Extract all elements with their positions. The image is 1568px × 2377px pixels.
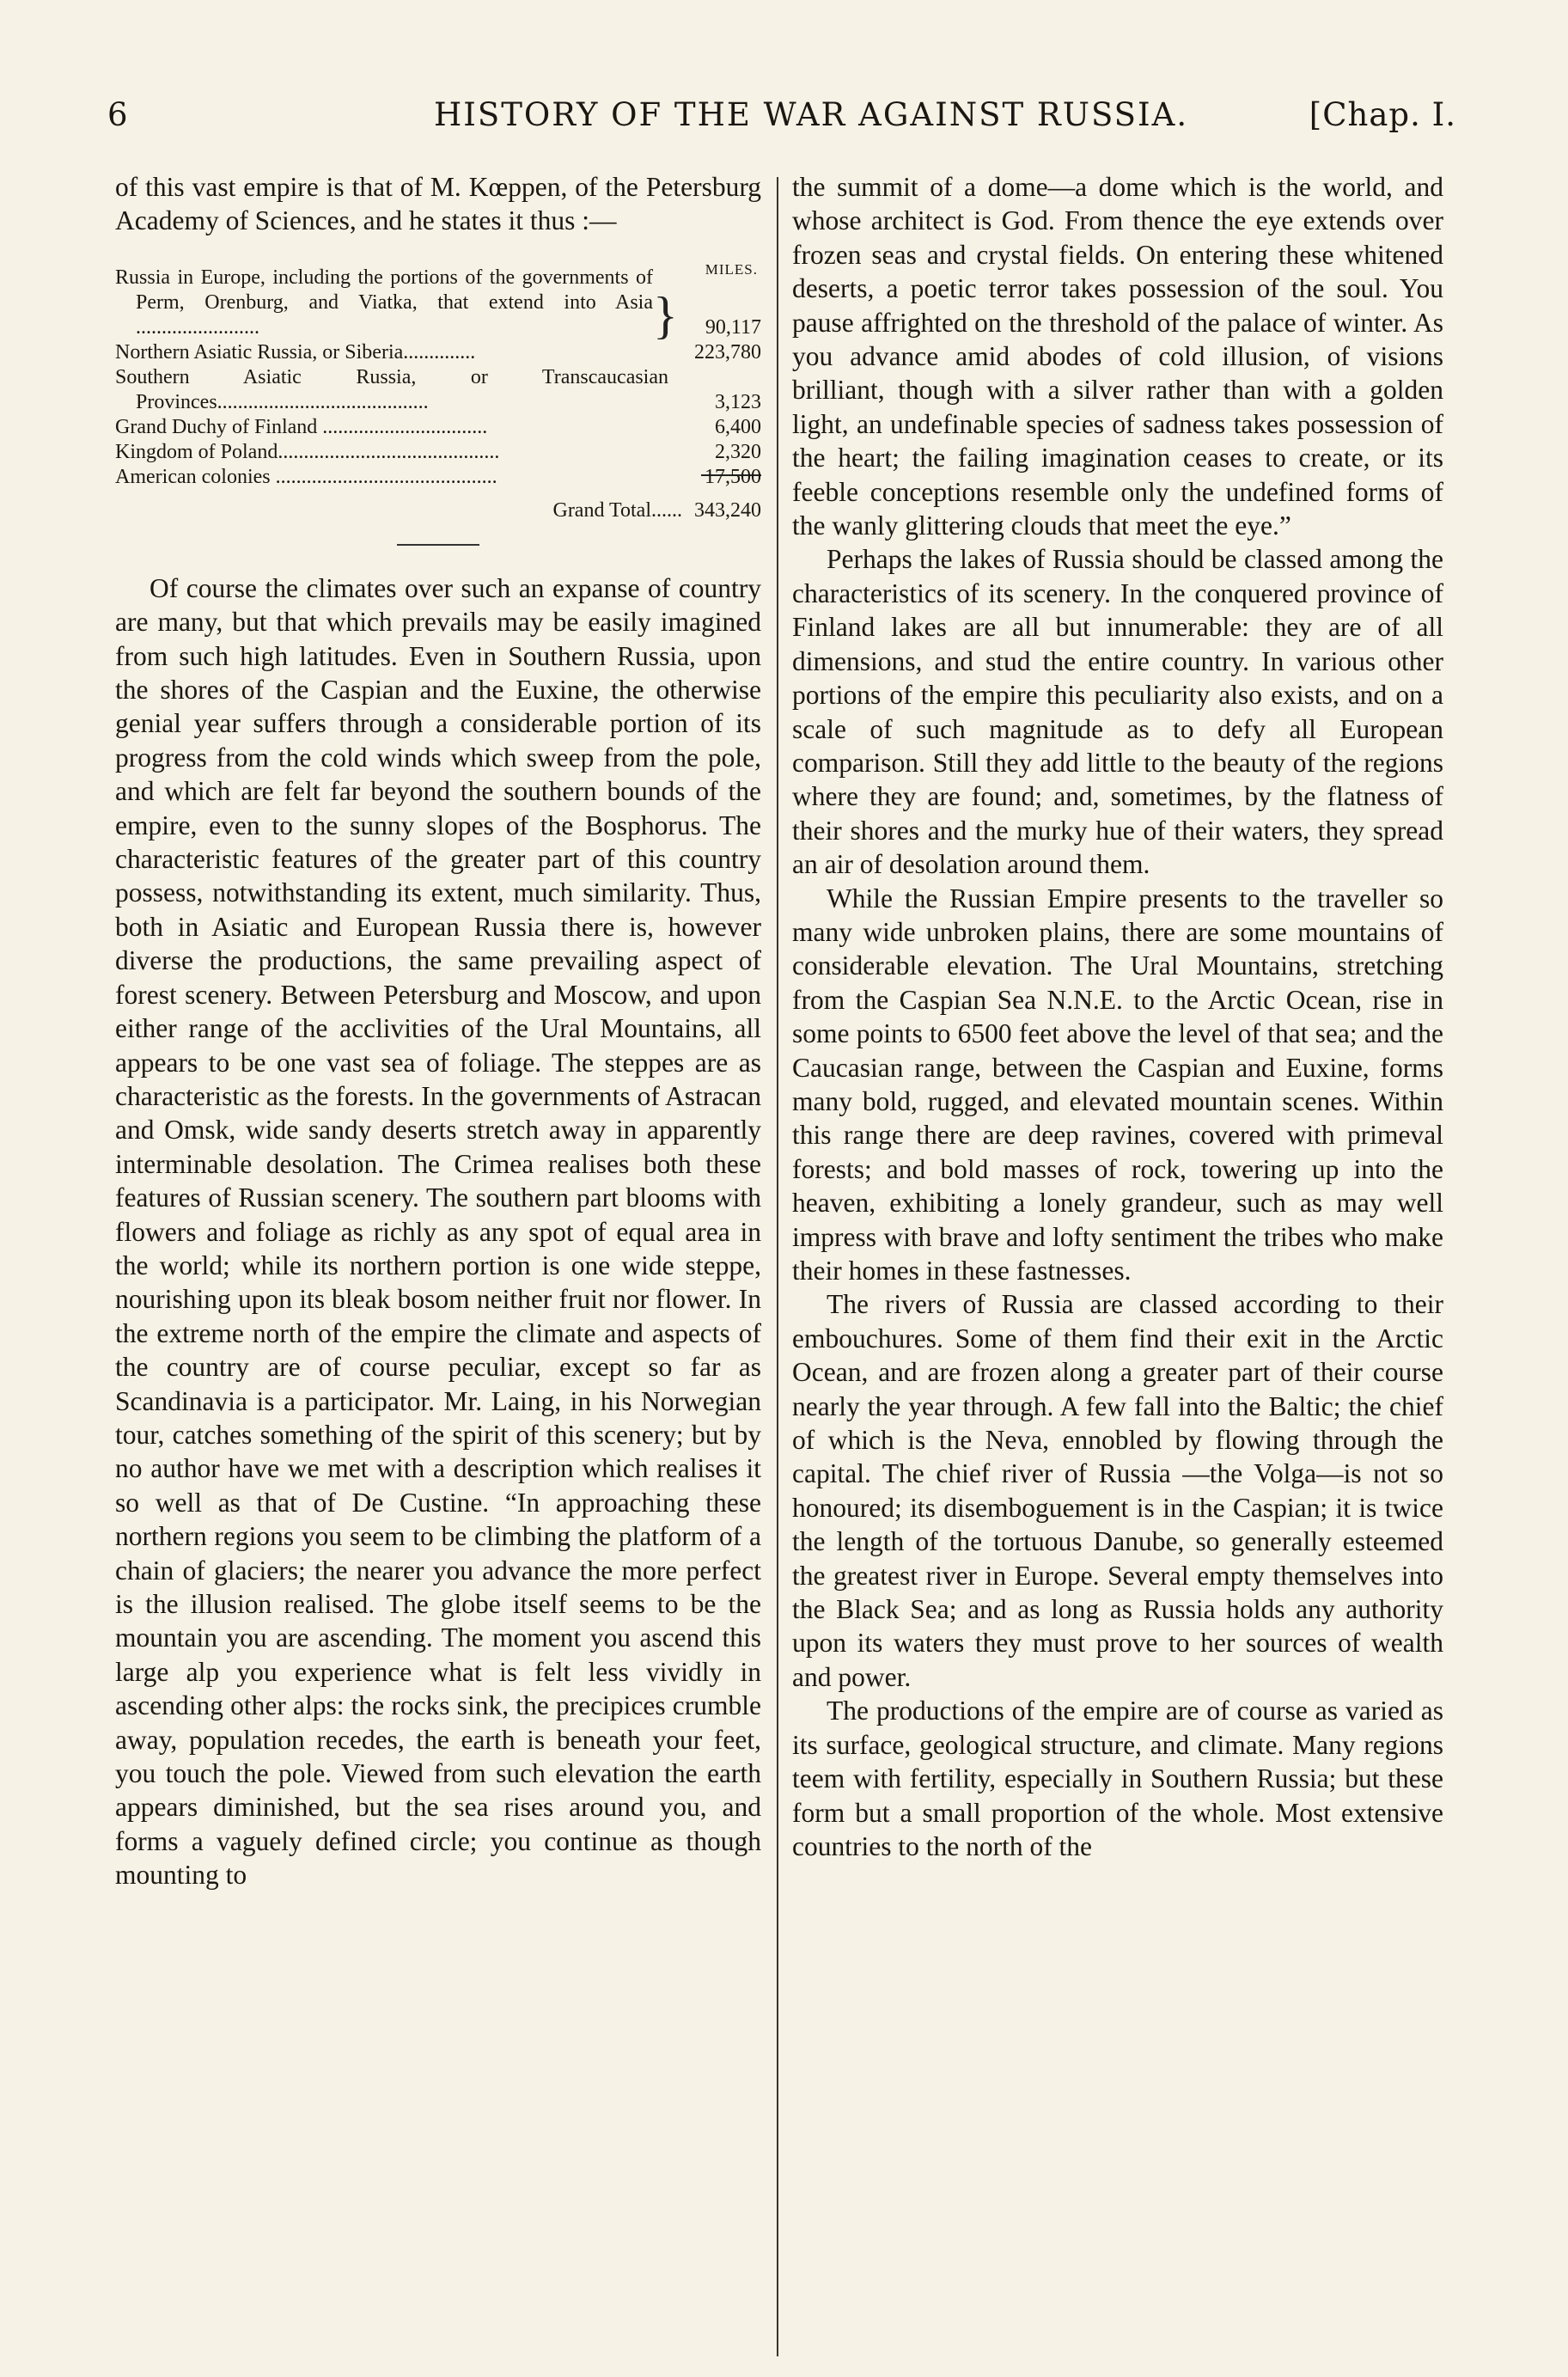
running-header	[107, 96, 1456, 148]
total-value: 343,240	[694, 498, 761, 522]
body-paragraph: Of course the climates over such an expanse of country are many, but that which prevails may be easily imagined from such high latitudes. Even in Southern Russia, upon the shores of the Caspian and the Euxine, the otherwise genial year suffers through a considerable portion of its progress from the cold winds which sweep from the pole, and which are felt far beyond the southern bounds of the empire, even to the sunny slopes of the Bosphorus. The characteristic features of the greater part of this country possess, notwithstanding its extent, much similarity. Thus, both in Asiatic and European Russia there is, however diverse the productions, the same prevailing aspect of forest scenery. Between Petersburg and Moscow, and upon either range of the acclivities of the Ural Mountains, all appears to be one vast sea of foliage. The steppes are as characteristic as the forests. In the governments of Astracan and Omsk, wide sandy deserts stretch away in apparently interminable desolation. The Crimea realises both these features of Russian scenery. The southern part blooms with flowers and foliage as richly as any spot of equal area in the world; while its northern portion is one wide steppe, nourishing upon its bleak bosom neither fruit nor flower. In the extreme north of the empire the climate and aspects of the country are of course peculiar, except so far as Scandinavia is a participator. Mr. Laing, in his Norwegian tour, catches something of the spirit of this scenery; but by no author have we met with a description which realises it so well as that of De Custine. “In approaching these northern regions you seem to be climbing the platform of a chain of glaciers; the nearer you advance the more perfect is the illusion realised. The globe itself seems to be the mountain you are ascending. The moment you ascend this large alp you experience what is felt less vividly in ascending other alps: the rocks sink, the precipices crumble away, population recedes, the earth is beneath your feet, you touch the pole. Viewed from such elevation the earth appears diminished, but the sea rises around you, and forms a vaguely defined circle; you continue as though mounting to	[115, 572, 761, 1891]
body-paragraph: the summit of a dome—a dome which is the world, and whose architect is God. From thence the eye extends over frozen seas and crystal fields. On entering these whitened deserts, a poetic terror takes possession of the soul. You pause affrighted on the threshold of the palace of winter. As you advance amid abodes of cold illusion, of visions brilliant, though with a silver rather than with a golden light, an undefinable species of sadness takes possession of the heart; the failing imagination ceases to create, or its feeble conceptions resemble only the undefined forms of the wanly glittering clouds that meet the eye.”	[792, 172, 1443, 541]
table-row	[115, 340, 761, 365]
row-label: Grand Duchy of Finland ................................	[115, 415, 488, 438]
total-row	[115, 498, 761, 523]
row-label: Northern Asiatic Russia, or Siberia..............	[115, 340, 476, 364]
row-value: 3,123	[715, 390, 761, 413]
total-label: Grand Total......	[552, 498, 682, 522]
section-separator	[397, 544, 479, 546]
running-title: HISTORY OF THE WAR AGAINST RUSSIA.	[434, 96, 1189, 133]
body-paragraph: The rivers of Russia are classed according to their embouchures. Some of them find their exit in the Arctic Ocean, and are frozen along a greater part of their course nearly the year through. A few fall into the Baltic; the chief of which is the Neva, ennobled by flowing through the capital. The chief river of Russia —the Volga—is not so honoured; its disemboguement is in the Caspian; it is twice the length of the tortuous Danube, so generally esteemed the greatest river in Europe. Several empty themselves into the Black Sea; and as long as Russia holds any authority upon its waters they must prove to her sources of wealth and power.	[792, 1289, 1443, 1692]
body-paragraph: Perhaps the lakes of Russia should be classed among the characteristics of its scenery. In the conquered province of Finland lakes are all but innumerable: they are of all dimensions, and stud the entire country. In various other portions of the empire this peculiarity also exists, and on a scale of such magnitude as to defy all European comparison. Still they add little to the beauty of the regions where they are found; and, sometimes, by the flatness of their shores and the murky hue of their waters, they spread an air of desolation around them.	[792, 544, 1443, 880]
page-number: 6	[107, 96, 129, 133]
right-column	[792, 170, 1443, 1863]
row-value: 2,320	[715, 440, 761, 463]
table-row	[115, 365, 761, 415]
row-value: 90,117	[705, 315, 761, 339]
row-label: Russia in Europe, including the portions of the governments of Perm, Orenburg, and Viatka, that extend into Asia ........................	[115, 266, 653, 339]
area-table	[115, 257, 761, 523]
row-value: 17,500	[705, 465, 761, 488]
brace-icon: }	[653, 286, 678, 344]
column-rule	[777, 177, 778, 2356]
chapter-label: [Chap. I.	[1309, 96, 1456, 133]
table-row	[115, 266, 761, 344]
row-label: American colonies ...........................................	[115, 465, 497, 488]
intro-paragraph: of this vast empire is that of M. Kœppen, of the Petersburg Academy of Sciences, and he states it thus :—	[115, 172, 761, 236]
row-label: Southern Asiatic Russia, or Transcaucasian Provinces.........................................	[115, 365, 668, 413]
unit-label: MILES.	[705, 260, 758, 278]
left-column	[115, 170, 761, 1892]
body-paragraph: While the Russian Empire presents to the traveller so many wide unbroken plains, there are some mountains of considerable elevation. The Ural Mountains, stretching from the Caspian Sea N.N.E. to the Arctic Ocean, rise in some points to 6500 feet above the level of that sea; and the Caucasian range, between the Caspian and Euxine, forms many bold, rugged, and elevated mountain scenes. Within this range there are deep ravines, covered with primeval forests; and bold masses of rock, towering up into the heaven, exhibiting a lonely grandeur, such as may well impress with brave and lofty sentiment the tribes who make their homes in these fastnesses.	[792, 883, 1443, 1286]
row-value: 6,400	[715, 415, 761, 438]
table-row	[115, 440, 761, 465]
row-label: Kingdom of Poland...........................................	[115, 440, 500, 463]
table-row	[115, 465, 761, 490]
table-row	[115, 415, 761, 440]
body-paragraph: The productions of the empire are of course as varied as its surface, geological structure, and climate. Many regions teem with fertility, especially in Southern Russia; but these form but a small proportion of the whole. Most extensive countries to the north of the	[792, 1696, 1443, 1861]
row-value: 223,780	[694, 340, 761, 364]
